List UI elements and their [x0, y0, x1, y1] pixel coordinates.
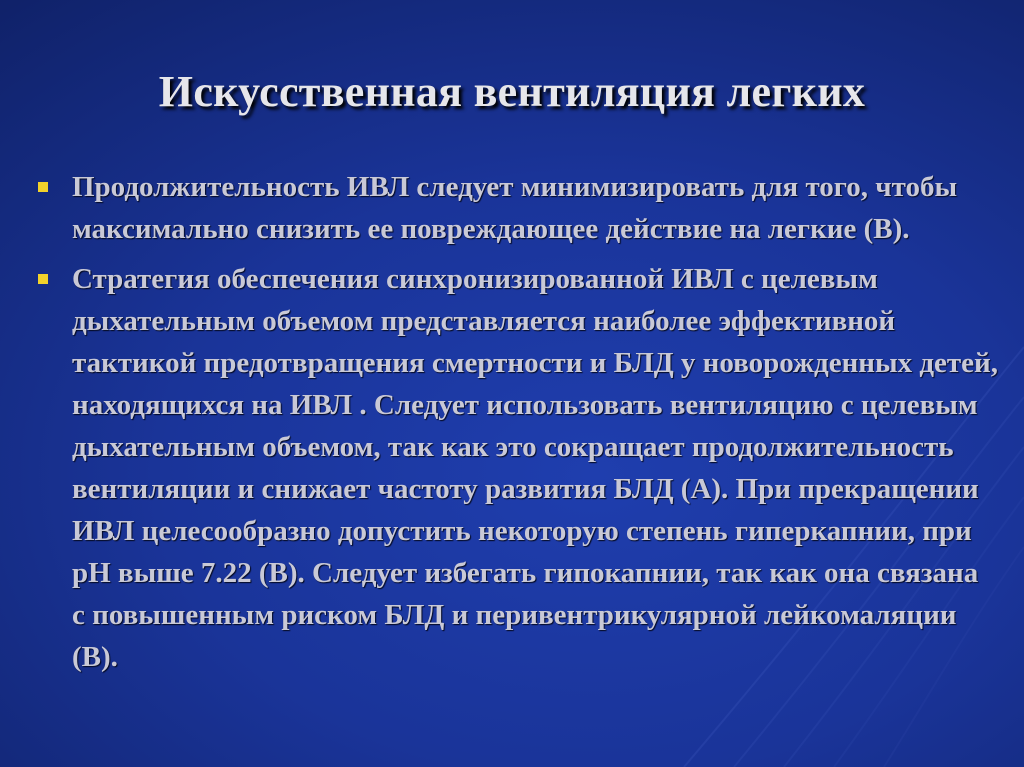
slide-title: Искусственная вентиляция легких	[158, 67, 866, 116]
bullet-item	[38, 258, 998, 678]
square-bullet-icon	[38, 182, 48, 192]
bullet-text: Стратегия обеспечения синхронизированной ИВЛ с целевым дыхательным объемом представляется наиболее эффективной тактикой предотвращения смертности и БЛД у новорожденных детей, находящихся на ИВЛ . Следует использовать вентиляцию с целевым дыхательным объемом, так как это сокращает продолжительность вентиляции и снижает частоту развития БЛД (A). При прекращении ИВЛ целесообразно допустить некоторую степень гиперкапнии, при pH выше 7.22 (B). Следует избегать гипокапнии, так как она связана с повышенным риском БЛД и перивентрикулярной лейкомаляции (B).	[72, 263, 999, 673]
square-bullet-icon	[38, 274, 48, 284]
bullet-item	[38, 166, 998, 250]
bullet-list	[38, 166, 998, 686]
bullet-text: Продолжительность ИВЛ следует минимизировать для того, чтобы максимально снизить ее повреждающее действие на легкие (B).	[72, 171, 958, 245]
